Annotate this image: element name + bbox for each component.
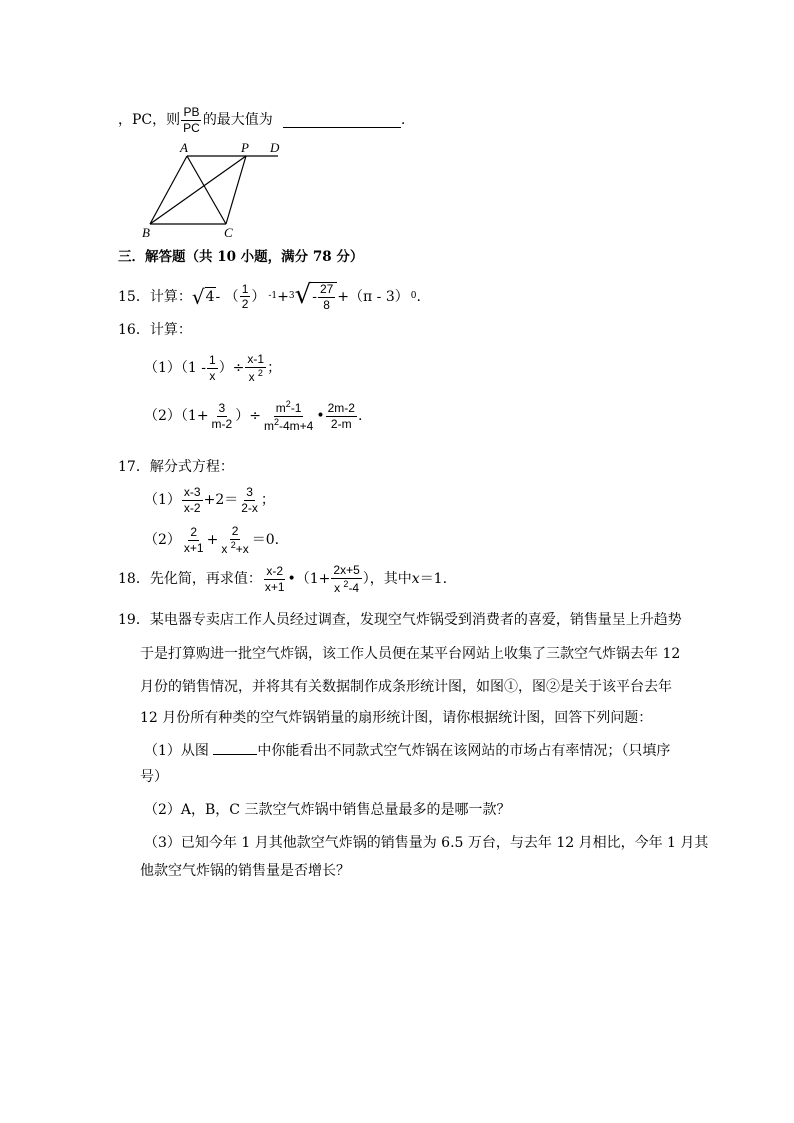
q18-f2-den-base: x [334, 580, 341, 595]
q14-frac-den: PC [183, 120, 200, 135]
q18-f2-num: 2x+5 [333, 563, 360, 577]
cube-fraction [318, 283, 335, 311]
q19-sub3-cont: 他款空气炸锅的销售量是否增长？ [140, 863, 350, 879]
q18-f2-den-exp: 2 [343, 578, 349, 589]
q17-p2-f2-den-exp: 2 [230, 539, 236, 550]
q17-p1-frac2 [239, 486, 260, 514]
q19-sub3: （3）已知今年 1 月其他款空气炸锅的销售量为 6.5 万台，与去年 12 月相比，今年 1 月其 [144, 835, 709, 851]
sqrt-radicand: 4 [205, 287, 216, 307]
q17-p2-frac2 [219, 525, 250, 555]
q16-p2-f2-den-tail: -4m+4 [278, 418, 314, 433]
q15-half-den: 2 [241, 297, 249, 312]
q16-p1-mid: ）÷ [218, 360, 245, 377]
sqrt-4 [191, 284, 216, 309]
q17-p1-frac1 [182, 486, 203, 514]
q14-end: . [400, 112, 406, 129]
q18-f1-den: x+1 [264, 579, 285, 594]
q17-p2-f2-den-tail: +x [235, 541, 249, 556]
label-b: B [142, 225, 150, 240]
q17-p2-prefix: （2） [144, 532, 181, 549]
q16-p2-end: . [357, 408, 363, 425]
q16-part1 [144, 353, 281, 383]
q17-p1-mid: +2＝ [203, 492, 239, 509]
label-p: P [241, 140, 249, 155]
q19-line3: 月份的销售情况，并将其有关数据制作成条形统计图，如图①，图②是关于该平台去年 [140, 679, 672, 695]
q17-p1-f2-den: 2-x [241, 500, 258, 515]
q19-s1-a: （1）从图 [144, 743, 214, 759]
q16-p2-f2-den-base: m [263, 418, 274, 433]
q19-sub1-cont: 号） [140, 769, 168, 785]
q18-label: 18．先化简，再求值： [118, 571, 262, 588]
q16-p2-frac2 [262, 400, 315, 432]
q16-p1-f1-den: x [209, 368, 216, 383]
q18-val: ＝1. [419, 571, 448, 588]
q16-p1-f2-den [247, 368, 265, 384]
q16-p1-frac1 [207, 354, 218, 382]
q16-part2 [144, 400, 362, 432]
q18-f1-num: x-2 [266, 564, 283, 578]
q16-p2-f2-den [262, 417, 315, 433]
q15-exp0: 0 [410, 291, 417, 302]
q16-p2-dot: • [316, 408, 325, 425]
q17-part2 [144, 525, 279, 555]
q15-minus: - （ [215, 288, 239, 305]
q19-s1-b: 中你能看出不同款式空气炸锅在该网站的市场占有率情况；（只填序 [257, 743, 671, 759]
q19-sub1 [144, 737, 670, 765]
q16-p2-mid: ）÷ [235, 408, 261, 425]
q18-frac1 [263, 565, 287, 593]
q15 [118, 282, 421, 311]
q18-tail: ），其中 [362, 571, 412, 588]
q16-p2-f2-num [274, 400, 304, 417]
q16-p2-f2-den-exp: 2 [273, 416, 279, 427]
q18-f2-den [332, 579, 361, 595]
q17-p1-f1-den: x-2 [183, 500, 201, 515]
q15-plus: + [277, 288, 289, 305]
cube-radicand [311, 282, 337, 311]
q18-f2-den-tail: -4 [348, 580, 360, 595]
q14-fraction [181, 106, 202, 134]
q19-line2: 于是打算购进一批空气炸锅，该工作人员便在某平台网站上收集了三款空气炸锅去年 12 [140, 646, 681, 662]
q14-frac-num: PB [183, 105, 200, 119]
q17-p1-f1-num: x-3 [183, 485, 201, 499]
q16-p2-f1-num: 3 [218, 401, 226, 415]
q16-p1-f2-num: x-1 [247, 352, 265, 366]
cube-root-symbol-icon: √ [294, 280, 312, 310]
sqrt-symbol-icon: √ [191, 284, 205, 309]
q18 [118, 564, 447, 594]
q15-label: 15．计算： [118, 288, 192, 305]
q16-p1-prefix: （1）（1 - [144, 360, 206, 377]
q16-p2-f2-num-base: m [275, 401, 286, 415]
q17-part1 [144, 486, 275, 514]
q16-p1-f1-num: 1 [209, 353, 216, 367]
q17-p1-f2-num: 3 [246, 485, 253, 499]
q17-label: 17．解分式方程： [118, 459, 234, 475]
q16-p2-f2-num-tail: -1 [290, 401, 302, 415]
q15-after-half: ） [251, 288, 266, 305]
q16-label: 16．计算： [118, 322, 192, 338]
cube-root [295, 282, 338, 311]
q15-cube-index: 3 [288, 291, 295, 302]
q19-sub2: （2）A，B，C 三款空气炸锅中销售总量最多的是哪一款？ [144, 802, 511, 818]
q16-p1-f2-den-base: x [248, 369, 255, 384]
q17-p2-plus: + [206, 532, 219, 549]
q18-frac2 [331, 564, 361, 594]
q18-dot: •（1+ [287, 571, 331, 588]
q16-p2-f3-num: 2m-2 [327, 401, 355, 415]
q16-p2-prefix: （2）（1+ [144, 408, 209, 425]
q17-p2-end: ＝0. [251, 532, 280, 549]
label-d: D [270, 140, 280, 155]
parallelogram-figure [138, 140, 298, 240]
q17-p1-end: ； [260, 492, 275, 509]
q14-prefix: ，PC，则 [118, 112, 181, 129]
q19-line1: 19．某电器专卖店工作人员经过调查，发现空气炸锅受到消费者的喜爱，销售量呈上升趋势 [118, 612, 682, 628]
q18-var: x [411, 571, 420, 588]
cube-den: 8 [323, 297, 330, 312]
q15-half-num: 1 [241, 281, 249, 296]
cube-sign: - [312, 289, 317, 306]
q16-p1-frac2 [245, 353, 266, 383]
q14-suffix: 的最大值为 [202, 112, 273, 129]
q16-p1-end: ； [267, 360, 282, 377]
q15-exp: -1 [268, 291, 278, 302]
q17-p1-prefix: （1） [144, 492, 181, 509]
q16-p2-f1-den: m-2 [211, 416, 233, 431]
q17-p2-f2-den [219, 540, 250, 556]
q15-end: . [416, 288, 421, 305]
q16-p2-f2-num-exp: 2 [285, 399, 291, 409]
q16-p2-frac1 [210, 402, 235, 430]
q17-p2-f1-num: 2 [190, 525, 198, 539]
label-a: A [180, 140, 188, 155]
q17-p2-f2-den-base: x [221, 541, 228, 556]
q16-p2-frac3 [326, 402, 357, 430]
label-c: C [224, 225, 233, 240]
q16-p2-f3-den: 2-m [330, 416, 352, 431]
q17-p2-f1-den: x+1 [183, 540, 204, 555]
q16-p1-f2-den-exp: 2 [257, 367, 263, 378]
q15-tail: +（π - 3） [337, 288, 409, 305]
cube-num: 27 [319, 282, 334, 296]
q15-half [240, 283, 251, 311]
q19-line4: 12 月份所有种类的空气炸锅销量的扇形统计图，请你根据统计图，回答下列问题： [140, 710, 653, 726]
q17-p2-frac1 [182, 526, 206, 554]
section-title: 三．解答题（共 10 小题，满分 78 分） [118, 249, 364, 265]
q19-answer-blank [213, 742, 257, 755]
q17-p2-f2-num: 2 [231, 524, 239, 538]
q14-tail [118, 106, 405, 134]
q14-answer-blank [283, 113, 401, 128]
